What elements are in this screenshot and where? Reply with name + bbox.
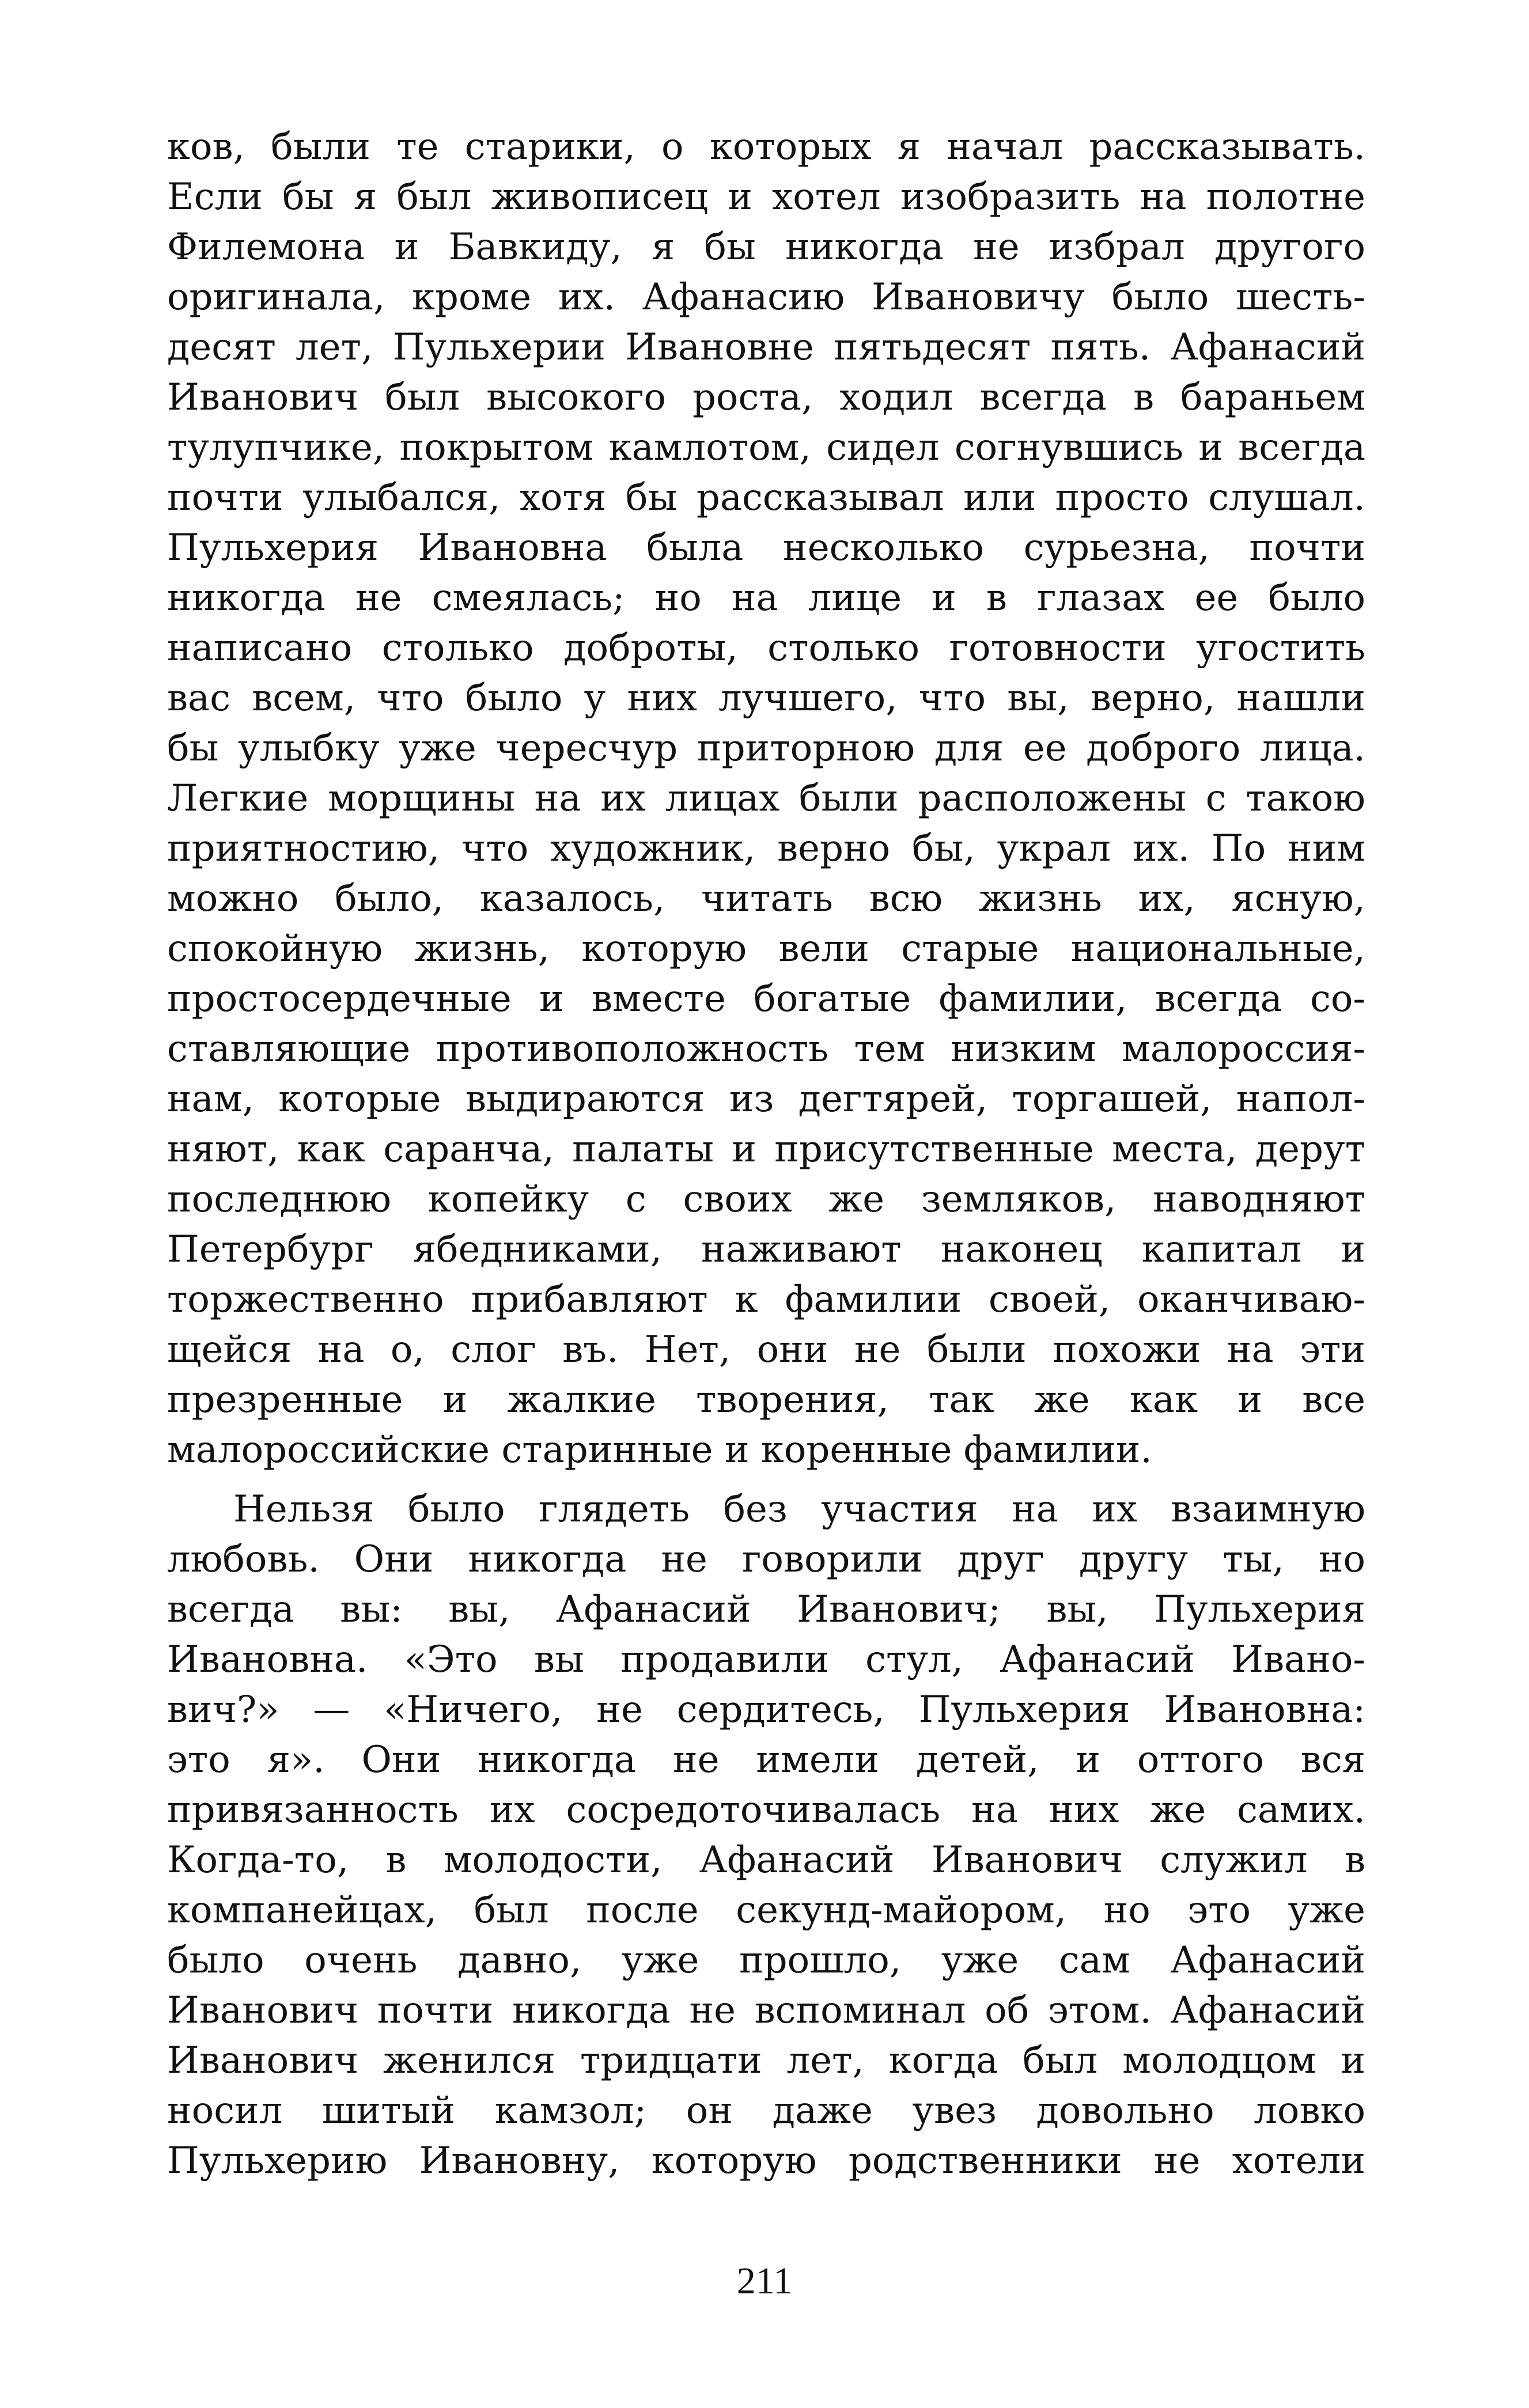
text-line: торжественно прибавляют к фамилии своей, оканчиваю- — [167, 1278, 1365, 1321]
text-line: носил шитый камзол; он даже увез довольно ловко — [167, 2089, 1365, 2132]
text-line: Когда-то, в молодости, Афанасий Иванович служил в — [167, 1839, 1365, 1881]
text-line: можно было, казалось, читать всю жизнь их, ясную, — [167, 877, 1365, 920]
text-line: презренные и жалкие творения, так же как и все — [167, 1379, 1365, 1421]
text-line: Нельзя было глядеть без участия на их взаимную — [233, 1488, 1365, 1531]
text-line: Легкие морщины на их лицах были расположены с такою — [167, 777, 1365, 820]
text-line: компанейцах, был после секунд-майором, но это уже — [167, 1889, 1365, 1932]
text-line: Иванович был высокого роста, ходил всегда в бараньем — [167, 376, 1365, 419]
text-line: няют, как саранча, палаты и присутственные места, дерут — [167, 1128, 1365, 1171]
text-line: приятностию, что художник, верно бы, украл их. По ним — [167, 827, 1365, 870]
text-line: Пульхерия Ивановна была несколько сурьезна, почти — [167, 527, 1365, 569]
text-line: Филемона и Бавкиду, я бы никогда не избрал другого — [167, 226, 1365, 268]
text-line: привязанность их сосредоточивалась на них же самих. — [167, 1789, 1365, 1831]
text-line: бы улыбку уже чересчур приторною для ее доброго лица. — [167, 727, 1365, 770]
text-line: малороссийские старинные и коренные фамилии. — [167, 1429, 1152, 1471]
page-number: 211 — [736, 2260, 793, 2302]
text-line: десят лет, Пульхерии Ивановне пятьдесят пять. Афанасий — [167, 326, 1365, 369]
text-line: Ивановна. «Это вы продавили стул, Афанасий Ивано- — [167, 1638, 1365, 1681]
text-line: это я». Они никогда не имели детей, и оттого вся — [167, 1739, 1365, 1781]
text-line: нам, которые выдираются из дегтярей, торгашей, напол- — [167, 1078, 1365, 1120]
text-line: Иванович женился тридцати лет, когда был молодцом и — [167, 2039, 1365, 2082]
text-line: спокойную жизнь, которую вели старые национальные, — [167, 927, 1365, 970]
text-line: написано столько доброты, столько готовности угостить — [167, 627, 1365, 669]
text-line: вич?» — «Ничего, не сердитесь, Пульхерия Ивановна: — [167, 1688, 1365, 1731]
text-line: щейся на о, слог въ. Нет, они не были похожи на эти — [167, 1328, 1365, 1371]
text-line: всегда вы: вы, Афанасий Иванович; вы, Пульхерия — [167, 1588, 1365, 1631]
text-line: почти улыбался, хотя бы рассказывал или просто слушал. — [167, 476, 1365, 519]
text-line: ставляющие противоположность тем низким малороссия- — [167, 1028, 1365, 1070]
text-line: Пульхерию Ивановну, которую родственники не хотели — [167, 2140, 1365, 2182]
text-line: Иванович почти никогда не вспоминал об этом. Афанасий — [167, 1989, 1365, 2032]
text-line: последнюю копейку с своих же земляков, наводняют — [167, 1178, 1365, 1221]
text-line: ков, были те старики, о которых я начал рассказывать. — [167, 126, 1365, 168]
text-line: вас всем, что было у них лучшего, что вы, верно, нашли — [167, 677, 1365, 720]
text-line: Если бы я был живописец и хотел изобразить на полотне — [167, 176, 1365, 218]
text-line: оригинала, кроме их. Афанасию Ивановичу было шесть- — [167, 276, 1365, 319]
text-line: тулупчике, покрытом камлотом, сидел согнувшись и всегда — [167, 426, 1365, 469]
text-line: никогда не смеялась; но на лице и в глазах ее было — [167, 577, 1365, 619]
text-line: простосердечные и вместе богатые фамилии, всегда со- — [167, 978, 1365, 1020]
text-line: любовь. Они никогда не говорили друг другу ты, но — [167, 1538, 1365, 1581]
text-line: Петербург ябедниками, наживают наконец капитал и — [167, 1228, 1365, 1271]
text-line: было очень давно, уже прошло, уже сам Афанасий — [167, 1939, 1365, 1982]
